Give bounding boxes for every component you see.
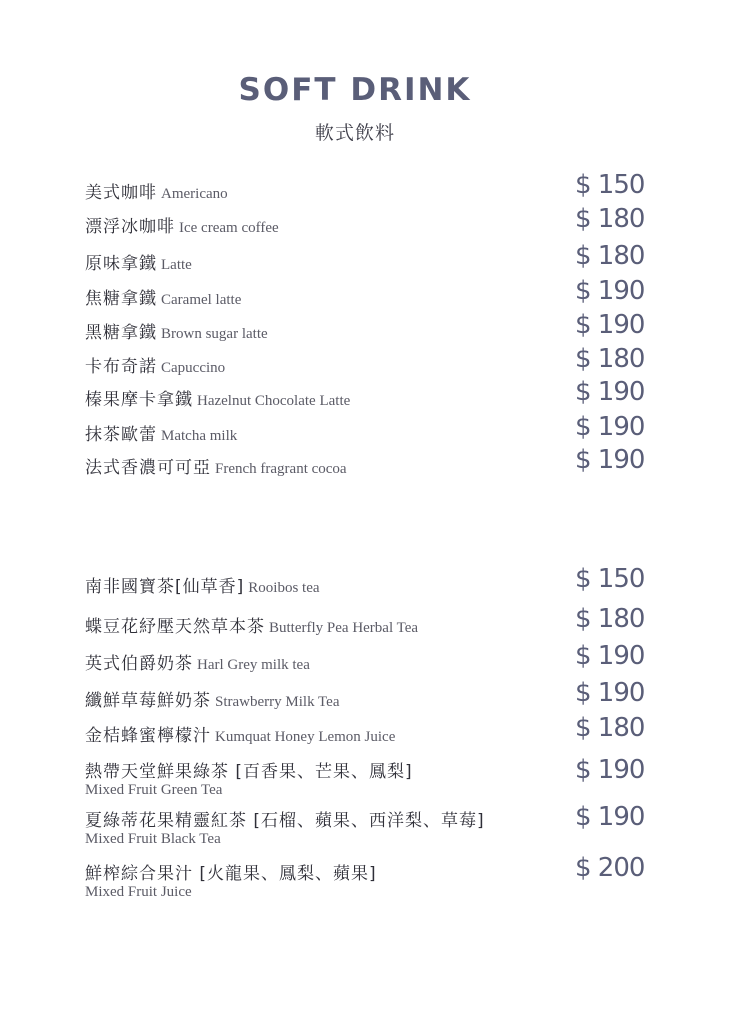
item-name-zh: 抹茶歐蕾: [85, 425, 157, 445]
item-price: $ 180: [575, 604, 645, 634]
menu-item-mixed-fruit-black-tea: [85, 802, 685, 847]
item-price: $ 190: [575, 641, 645, 671]
item-price: $ 180: [575, 344, 645, 374]
item-name-en: Americano: [161, 186, 228, 202]
menu-subtitle: 軟式飲料: [314, 122, 395, 144]
item-name-en: Brown sugar latte: [161, 326, 268, 342]
menu-item-earl-grey-milk-tea: [85, 641, 685, 679]
item-price: $ 190: [575, 445, 645, 475]
item-name-en: Butterfly Pea Herbal Tea: [269, 620, 419, 636]
item-name-en: Kumquat Honey Lemon Juice: [215, 729, 396, 745]
menu-item-hazelnut-latte: [85, 377, 685, 415]
item-price: $ 150: [575, 170, 645, 200]
item-name-en: Mixed Fruit Juice: [85, 884, 192, 900]
item-name-zh: 英式伯爵奶茶: [85, 654, 193, 674]
item-name-zh: 榛果摩卡拿鐵: [85, 390, 193, 410]
menu-item-kumquat-lemon-juice: [85, 713, 685, 751]
item-name-en: Strawberry Milk Tea: [215, 694, 340, 710]
item-name-zh: 金桔蜂蜜檸檬汁: [85, 726, 211, 746]
menu-item-rooibos-tea: [85, 564, 685, 602]
menu-item-french-cocoa: [85, 445, 685, 483]
menu-title: SOFT DRINK: [238, 72, 472, 108]
item-name-zh: 鮮榨綜合果汁 [火龍果、鳳梨、蘋果]: [85, 864, 377, 884]
item-name-zh: 美式咖啡: [85, 183, 157, 203]
menu-item-mixed-fruit-green-tea: [85, 757, 685, 797]
item-name-zh: 焦糖拿鐵: [85, 289, 157, 309]
item-price: $ 190: [575, 412, 645, 442]
menu-item-latte: [85, 241, 685, 279]
item-name-en: Harl Grey milk tea: [197, 657, 310, 673]
item-name-en: Caramel latte: [161, 292, 242, 308]
item-name-zh: 蝶豆花紓壓天然草本茶: [85, 617, 265, 637]
item-name-en: Ice cream coffee: [179, 220, 279, 236]
item-price: $ 190: [575, 755, 645, 785]
item-name-en: Capuccino: [161, 360, 226, 376]
item-name-en: Latte: [161, 257, 192, 273]
item-name-en: Matcha milk: [161, 428, 238, 444]
item-name-en: Mixed Fruit Black Tea: [85, 831, 221, 847]
item-price: $ 190: [575, 678, 645, 708]
item-price: $ 190: [575, 310, 645, 340]
item-name-en: Hazelnut Chocolate Latte: [197, 393, 351, 409]
item-name-en: Mixed Fruit Green Tea: [85, 782, 223, 798]
item-price: $ 180: [575, 204, 645, 234]
item-name-zh: 夏綠蒂花果精靈紅茶 [石榴、蘋果、西洋梨、草莓]: [85, 811, 485, 831]
item-price: $ 180: [575, 713, 645, 743]
item-price: $ 190: [575, 377, 645, 407]
item-name-zh: 南非國寶茶[仙草香]: [85, 577, 245, 597]
item-price: $ 180: [575, 241, 645, 271]
menu-item-strawberry-milk-tea: [85, 678, 685, 716]
menu-item-ice-cream-coffee: [85, 204, 685, 242]
item-name-zh: 卡布奇諾: [85, 357, 157, 377]
item-name-zh: 法式香濃可可亞: [85, 458, 211, 478]
item-price: $ 200: [575, 853, 645, 883]
item-name-en: French fragrant cocoa: [215, 461, 347, 477]
item-name-zh: 纖鮮草莓鮮奶茶: [85, 691, 211, 711]
item-name-zh: 原味拿鐵: [85, 254, 157, 274]
item-price: $ 190: [575, 802, 645, 832]
item-price: $ 150: [575, 564, 645, 594]
menu-item-butterfly-pea-tea: [85, 604, 685, 642]
item-name-zh: 漂浮冰咖啡: [85, 217, 175, 237]
item-name-zh: 熱帶天堂鮮果綠茶 [百香果、芒果、鳳梨]: [85, 762, 413, 782]
item-price: $ 190: [575, 276, 645, 306]
menu-item-mixed-fruit-juice: [85, 853, 685, 900]
item-name-en: Rooibos tea: [248, 580, 320, 596]
item-name-zh: 黑糖拿鐵: [85, 323, 157, 343]
